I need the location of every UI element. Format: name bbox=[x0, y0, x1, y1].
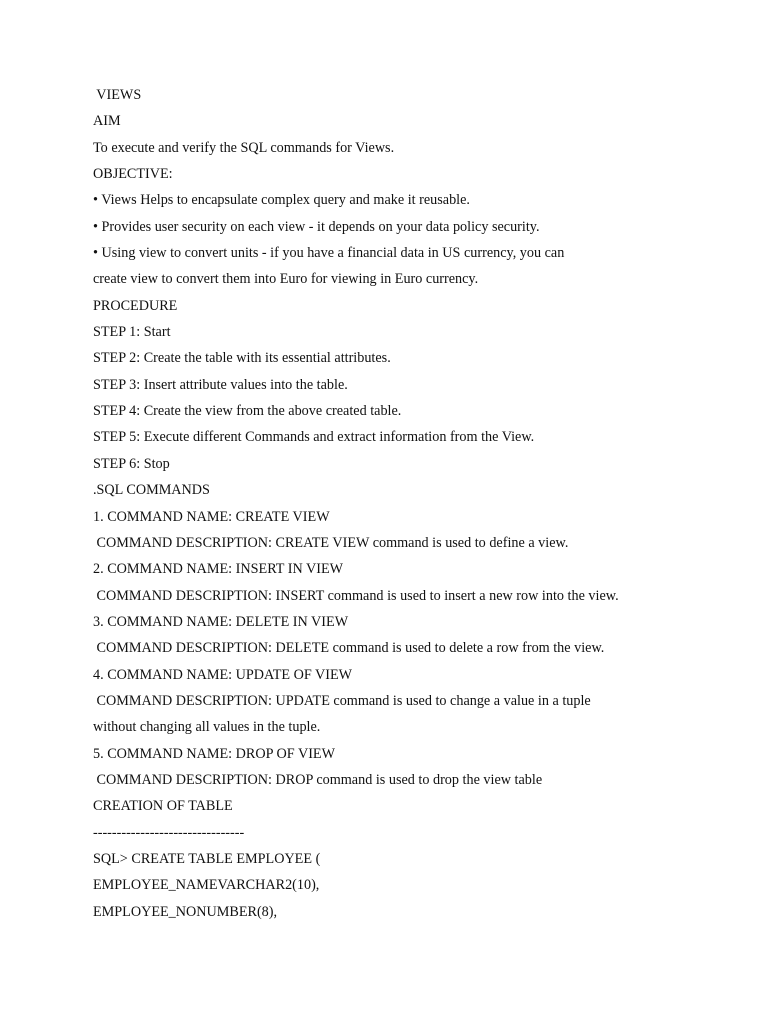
heading-views: VIEWS bbox=[93, 87, 142, 103]
command-description: COMMAND DESCRIPTION: UPDATE command is used to change a value in a tuple bbox=[93, 692, 591, 709]
procedure-step: STEP 6: Stop bbox=[93, 455, 170, 472]
command-name: 1. COMMAND NAME: CREATE VIEW bbox=[93, 508, 330, 525]
objective-bullet-continuation: create view to convert them into Euro for viewing in Euro currency. bbox=[93, 271, 479, 288]
command-name: 3. COMMAND NAME: DELETE IN VIEW bbox=[93, 613, 349, 630]
heading-objective: OBJECTIVE: bbox=[93, 166, 173, 183]
objective-bullet: • Using view to convert units - if you have a financial data in US currency, you can bbox=[93, 245, 565, 262]
command-name: 4. COMMAND NAME: UPDATE OF VIEW bbox=[93, 666, 353, 683]
sql-code-line: SQL> CREATE TABLE EMPLOYEE ( bbox=[93, 850, 321, 867]
procedure-step: STEP 3: Insert attribute values into the table. bbox=[93, 376, 348, 393]
objective-bullet: • Views Helps to encapsulate complex query and make it reusable. bbox=[93, 192, 470, 209]
command-description: COMMAND DESCRIPTION: CREATE VIEW command is used to define a view. bbox=[93, 534, 569, 551]
document-body bbox=[93, 85, 733, 928]
command-description: COMMAND DESCRIPTION: INSERT command is used to insert a new row into the view. bbox=[93, 587, 619, 604]
aim-text: To execute and verify the SQL commands for Views. bbox=[93, 139, 395, 156]
command-description: COMMAND DESCRIPTION: DROP command is used to drop the view table bbox=[93, 771, 543, 788]
command-name: 5. COMMAND NAME: DROP OF VIEW bbox=[93, 745, 335, 762]
procedure-step: STEP 4: Create the view from the above created table. bbox=[93, 403, 402, 420]
objective-bullet: • Provides user security on each view - it depends on your data policy security. bbox=[93, 218, 540, 235]
sql-code-line: EMPLOYEE_NONUMBER(8), bbox=[93, 903, 278, 920]
heading-procedure: PROCEDURE bbox=[93, 297, 178, 314]
heading-aim: AIM bbox=[93, 113, 121, 130]
command-name: 2. COMMAND NAME: INSERT IN VIEW bbox=[93, 561, 344, 578]
procedure-step: STEP 1: Start bbox=[93, 324, 171, 341]
sql-code-line: EMPLOYEE_NAMEVARCHAR2(10), bbox=[93, 877, 320, 894]
command-description-continuation: without changing all values in the tuple. bbox=[93, 719, 321, 736]
heading-sql-commands: .SQL COMMANDS bbox=[93, 482, 210, 499]
divider-dashes: -------------------------------- bbox=[93, 824, 245, 841]
command-description: COMMAND DESCRIPTION: DELETE command is used to delete a row from the view. bbox=[93, 640, 605, 657]
procedure-step: STEP 5: Execute different Commands and extract information from the View. bbox=[93, 429, 535, 446]
heading-creation-of-table: CREATION OF TABLE bbox=[93, 798, 233, 815]
procedure-step: STEP 2: Create the table with its essential attributes. bbox=[93, 350, 391, 367]
